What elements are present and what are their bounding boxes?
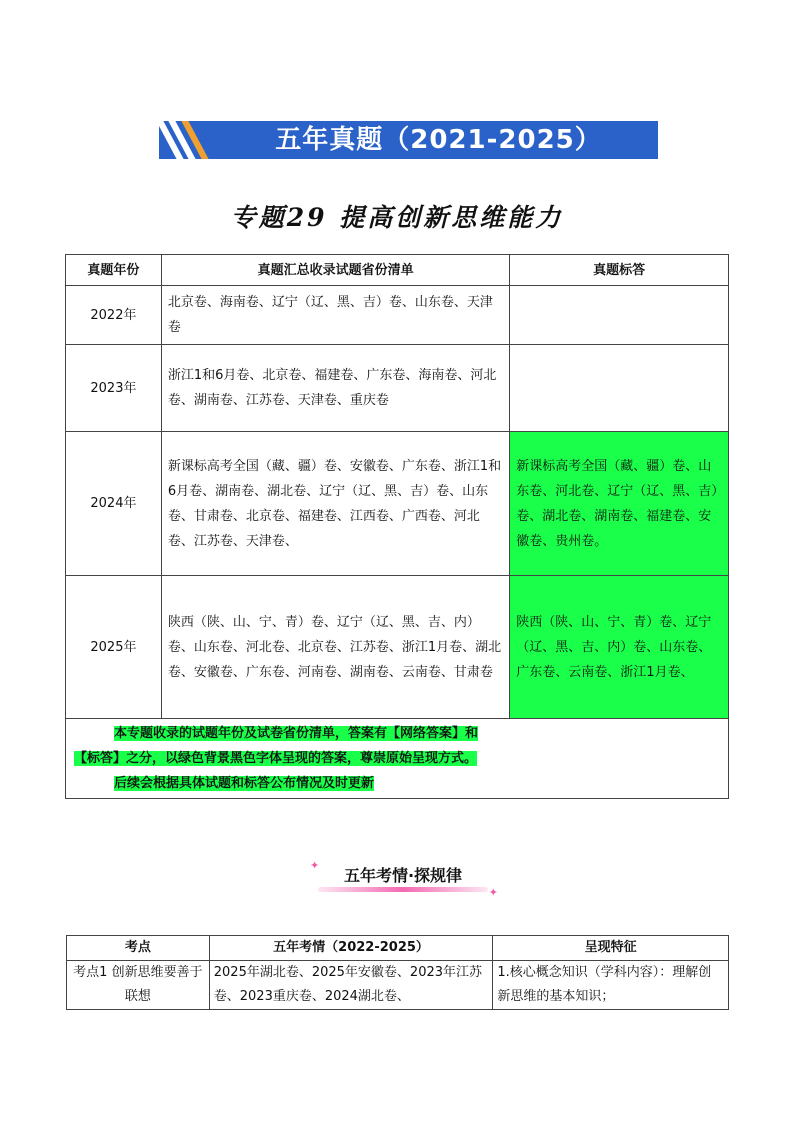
row-year: 2025年	[66, 576, 162, 719]
section-title	[310, 859, 498, 899]
table-header-row	[67, 936, 729, 961]
header-topic: 考点	[67, 936, 210, 961]
table-header-row	[66, 255, 729, 286]
row-year: 2023年	[66, 345, 162, 432]
row-provinces: 陕西（陕、山、宁、青）卷、辽宁（辽、黑、吉、内）卷、山东卷、河北卷、北京卷、江苏卷、浙江1月卷、湖北卷、安徽卷、广东卷、河南卷、湖南卷、云南卷、甘肃卷	[161, 576, 509, 719]
header-exams: 五年考情（2022-2025）	[209, 936, 493, 961]
row-provinces: 北京卷、海南卷、辽宁（辽、黑、吉）卷、山东卷、天津卷	[161, 286, 509, 345]
row-answers	[510, 345, 729, 432]
table-row	[66, 286, 729, 345]
header-provinces: 真题汇总收录试题省份清单	[161, 255, 509, 286]
row-provinces: 浙江1和6月卷、北京卷、福建卷、广东卷、海南卷、河北卷、湖南卷、江苏卷、天津卷、重庆卷	[161, 345, 509, 432]
table-row	[67, 961, 729, 1010]
topic-title: 专题29 提高创新思维能力	[230, 203, 564, 232]
notice-cell	[66, 719, 729, 799]
header-features: 呈现特征	[493, 936, 729, 961]
row-answers: 陕西（陕、山、宁、青）卷、辽宁（辽、黑、吉、内）卷、山东卷、广东卷、云南卷、浙江1月卷、	[510, 576, 729, 719]
province-list-table	[65, 254, 729, 799]
notice-line-3: 后续会根据具体试题和标答公布情况及时更新	[114, 776, 375, 791]
table-row	[66, 345, 729, 432]
header-answers: 真题标答	[510, 255, 729, 286]
row-year: 2024年	[66, 432, 162, 576]
table-row	[66, 432, 729, 576]
exam-trend-table	[66, 935, 729, 1010]
row-exams: 2025年湖北卷、2025年安徽卷、2023年江苏卷、2023重庆卷、2024湖北卷、	[209, 961, 493, 1010]
title-underline-decoration	[318, 887, 488, 892]
table-row	[66, 576, 729, 719]
notice-line-1: 本专题收录的试题年份及试卷省份清单，答案有【网络答案】和	[114, 726, 479, 741]
row-answers: 新课标高考全国（藏、疆）卷、山东卷、河北卷、辽宁（辽、黑、吉）卷、湖北卷、湖南卷、福建卷、安徽卷、贵州卷。	[510, 432, 729, 576]
sparkle-icon: ✦	[310, 859, 320, 872]
row-provinces: 新课标高考全国（藏、疆）卷、安徽卷、广东卷、浙江1和6月卷、湖南卷、湖北卷、辽宁（辽、黑、吉）卷、山东卷、甘肃卷、北京卷、福建卷、江西卷、广西卷、河北卷、江苏卷、天津卷、	[161, 432, 509, 576]
row-features: 1.核心概念知识（学科内容）：理解创新思维的基本知识；	[493, 961, 729, 1010]
sparkle-icon: ✦	[488, 886, 498, 899]
header-year: 真题年份	[66, 255, 162, 286]
title-banner	[159, 121, 658, 159]
section-title-text: 五年考情·探规律	[343, 866, 463, 885]
row-topic: 考点1 创新思维要善于联想	[67, 961, 210, 1010]
notice-line-2: 【标答】之分，以绿色背景黑色字体呈现的答案，尊崇原始呈现方式。	[74, 751, 478, 766]
row-year: 2022年	[66, 286, 162, 345]
row-answers	[510, 286, 729, 345]
notice-row	[66, 719, 729, 799]
banner-title: 五年真题（2021-2025）	[275, 125, 602, 155]
